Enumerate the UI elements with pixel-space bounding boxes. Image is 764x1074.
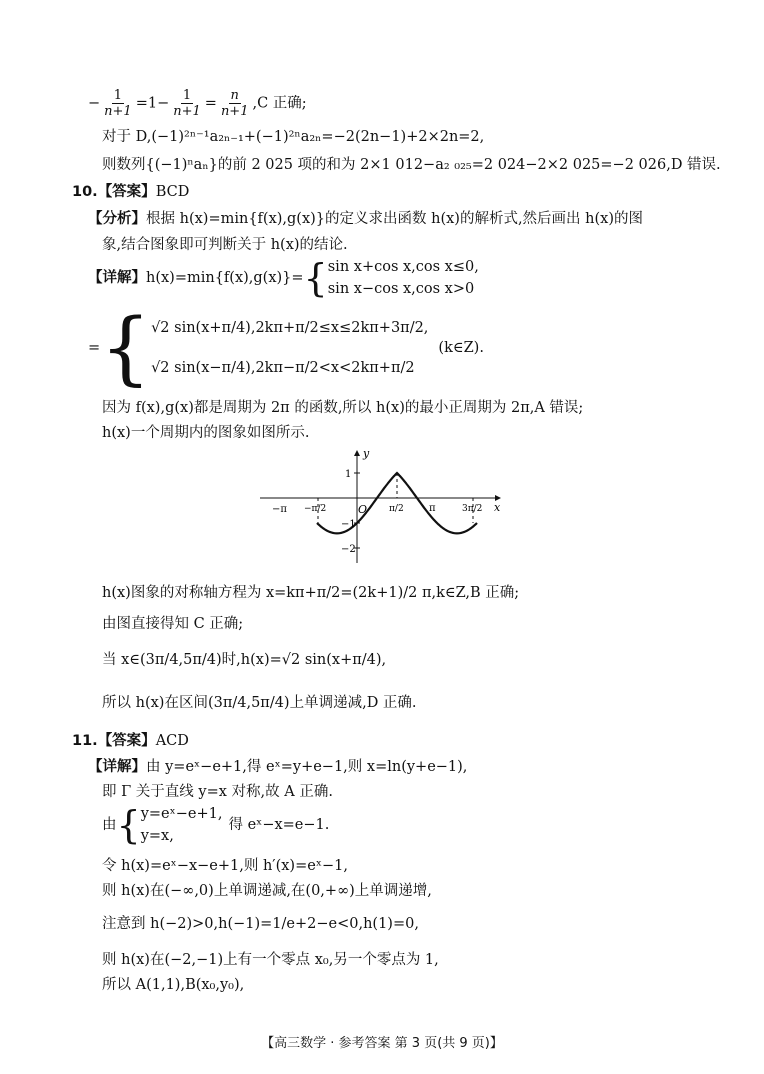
q11-line-3: [102, 803, 329, 851]
q11-line-6: 注意到 h(−2)>0,h(−1)=1/e+2−e<0,h(1)=0,: [102, 916, 419, 932]
tick-label-x-neg-pi: −π: [272, 504, 287, 515]
q10-answer: [72, 182, 189, 202]
q10-analysis-1: [88, 209, 643, 229]
q11-line-7: 则 h(x)在(−2,−1)上有一个零点 x₀,另一个零点为 1,: [102, 952, 439, 968]
q10-detail-1: [88, 256, 479, 306]
q10-number: 10.: [72, 184, 98, 200]
q11-answer: [72, 731, 189, 751]
y-axis-label: y: [363, 447, 370, 460]
q10-line-e: 当 x∈(3π/4,5π/4)时,h(x)=√2 sin(x+π/4),: [102, 652, 387, 668]
q11-answer-value: ACD: [155, 733, 189, 749]
denominator: n+1: [220, 104, 249, 119]
tick-label-x-pi: π: [429, 503, 436, 514]
text: −: [88, 95, 101, 112]
q10-answer-value: BCD: [155, 184, 190, 200]
text: ,C 正确;: [252, 95, 307, 112]
case-list: [151, 308, 428, 388]
left-brace: {: [100, 301, 152, 394]
function-graph: [0, 445, 764, 575]
case-1: y=eˣ−e+1,: [140, 806, 223, 822]
text: 由 y=eˣ−e+1,得 eˣ=y+e−1,则 x=ln(y+e−1),: [146, 759, 468, 775]
tick-label-y-1: 1: [345, 469, 352, 480]
tick-label-y-neg-1: −1: [341, 519, 356, 530]
case-list: [328, 256, 479, 300]
q11-line-4: 令 h(x)=eˣ−x−e+1,则 h′(x)=eˣ−1,: [102, 858, 348, 874]
numerator: 1: [182, 88, 192, 103]
answer-tag: 【答案】: [97, 184, 156, 200]
case-list: [141, 803, 223, 847]
text: =: [204, 95, 217, 112]
q11-line-8: 所以 A(1,1),B(x₀,y₀),: [102, 977, 245, 993]
q10-line-b: h(x)一个周期内的图象如图所示.: [102, 425, 310, 441]
text: 根据 h(x)=min{f(x),g(x)}的定义求出函数 h(x)的解析式,然后画出 h(x)的图: [146, 211, 643, 227]
case-2: y=x,: [140, 828, 174, 844]
text: =1−: [135, 95, 170, 112]
text: =: [88, 340, 101, 356]
q11-number: 11.: [72, 733, 98, 749]
denominator: n+1: [104, 104, 132, 119]
answer-tag: 【答案】: [97, 733, 156, 749]
q11-line-5: 则 h(x)在(−∞,0)上单调递减,在(0,+∞)上单调递增,: [102, 883, 432, 899]
text: (k∈Z).: [438, 340, 484, 356]
line-1: [88, 88, 307, 119]
denominator: n+1: [173, 104, 201, 119]
case-2: sin x−cos x,cos x>0: [327, 281, 475, 297]
analysis-tag: 【分析】: [88, 211, 146, 227]
q11-line-1: [88, 757, 467, 777]
tick-label-x-pi-over-2: π/2: [389, 504, 404, 514]
q11-line-2: 即 Γ 关于直线 y=x 对称,故 A 正确.: [102, 784, 333, 800]
left-brace: {: [116, 803, 141, 847]
text: 由: [102, 817, 117, 833]
case-1: √2 sin(x+π/4),2kπ+π/2≤x≤2kπ+3π/2,: [151, 320, 429, 336]
origin-label: O: [358, 503, 368, 516]
text: h(x)=min{f(x),g(x)}=: [146, 270, 304, 286]
tick-label-x-neg-pi-over-2: −π/2: [304, 504, 327, 514]
detail-tag: 【详解】: [88, 759, 146, 775]
tick-label-x-3pi-over-2: 3π/2: [462, 504, 483, 514]
left-brace: {: [303, 256, 328, 300]
case-1: sin x+cos x,cos x≤0,: [327, 259, 479, 275]
fraction: [102, 88, 134, 119]
q10-line-a: 因为 f(x),g(x)都是周期为 2π 的函数,所以 h(x)的最小正周期为 2π,A 错误;: [102, 400, 584, 416]
x-axis-label: x: [494, 501, 501, 514]
line-2: 对于 D,(−1)²ⁿ⁻¹a₂ₙ₋₁+(−1)²ⁿa₂ₙ=−2(2n−1)+2×2n=2,: [102, 129, 485, 145]
text: 得 eˣ−x=e−1.: [228, 817, 330, 833]
line-3: 则数列{(−1)ⁿaₙ}的前 2 025 项的和为 2×1 012−a₂ ₀₂₅=2 024−2×2 025=−2 026,D 错误.: [102, 157, 721, 173]
q10-line-d: 由图直接得知 C 正确;: [102, 616, 244, 632]
tick-label-y-neg-2: −2: [341, 544, 356, 555]
detail-tag: 【详解】: [88, 270, 146, 286]
page-footer: 【高三数学 · 参考答案 第 3 页(共 9 页)】: [261, 1036, 503, 1051]
numerator: n: [230, 88, 239, 103]
q10-analysis-2: 象,结合图象即可判断关于 h(x)的结论.: [102, 237, 348, 253]
fraction: [171, 88, 203, 119]
case-2: √2 sin(x−π/4),2kπ−π/2<x<2kπ+π/2: [151, 360, 415, 376]
q10-line-f: 所以 h(x)在区间(3π/4,5π/4)上单调递减,D 正确.: [102, 695, 417, 711]
numerator: 1: [113, 88, 123, 103]
fraction: [219, 88, 251, 119]
q10-line-c: h(x)图象的对称轴方程为 x=kπ+π/2=(2k+1)/2 π,k∈Z,B 正确;: [102, 585, 520, 601]
q10-piecewise: [88, 301, 484, 394]
